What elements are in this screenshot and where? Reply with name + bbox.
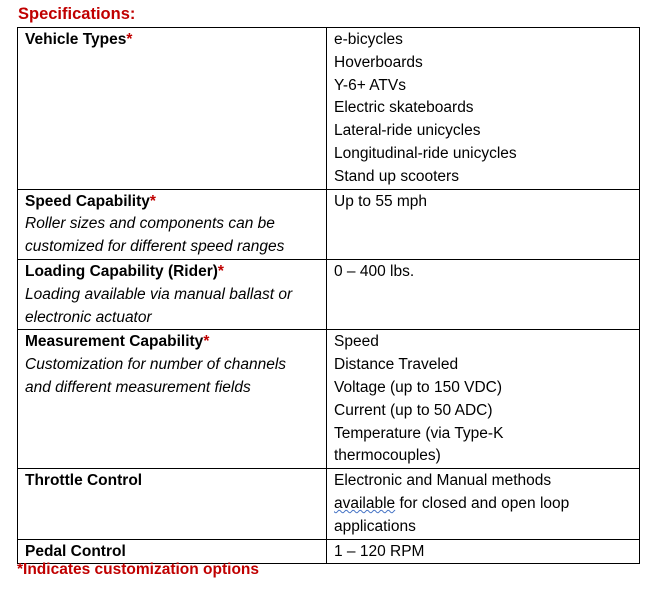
row-label: Vehicle Types xyxy=(25,31,127,48)
footnote: *Indicates customization options xyxy=(17,561,259,578)
row-label: Measurement Capability xyxy=(25,333,204,351)
row-value-cell xyxy=(327,539,640,564)
required-star: * xyxy=(203,333,210,351)
value-line: e-bicycles xyxy=(334,31,403,48)
required-star: * xyxy=(126,31,133,48)
row-description: customized for different speed ranges xyxy=(25,238,285,256)
row-description: Roller sizes and components can be xyxy=(25,215,275,233)
specifications-table xyxy=(17,27,640,564)
value-line: applications xyxy=(334,517,416,535)
underlined-word: available xyxy=(334,494,396,512)
row-label-cell xyxy=(18,259,327,329)
row-label-cell xyxy=(18,28,327,190)
value-line: thermocouples) xyxy=(334,447,441,465)
value-line: Electric skateboards xyxy=(334,99,474,117)
row-label: Pedal Control xyxy=(25,542,126,560)
value-line: Lateral-ride unicycles xyxy=(334,122,481,140)
table-row xyxy=(18,189,640,259)
section-title: Specifications: xyxy=(18,5,136,23)
value-line: Distance Traveled xyxy=(334,356,459,374)
row-value-cell xyxy=(327,28,640,190)
row-label-cell xyxy=(18,189,327,259)
row-label-cell xyxy=(18,330,327,469)
value-line: Longitudinal-ride unicycles xyxy=(334,144,517,162)
row-label: Throttle Control xyxy=(25,472,143,490)
row-description: electronic actuator xyxy=(25,308,152,326)
value-line: Voltage (up to 150 VDC) xyxy=(334,378,503,396)
table-row xyxy=(18,469,640,539)
value-line: Electronic and Manual methods xyxy=(334,472,552,490)
value-line: Temperature (via Type-K xyxy=(334,424,504,442)
row-label-cell xyxy=(18,469,327,539)
table-row xyxy=(18,259,640,329)
row-description: Customization for number of channels xyxy=(25,356,287,374)
value-line: Speed xyxy=(334,333,379,351)
row-label: Loading Capability (Rider) xyxy=(25,262,218,280)
table-row xyxy=(18,330,640,469)
value-line: Stand up scooters xyxy=(334,167,459,185)
row-value-cell xyxy=(327,469,640,539)
row-value-cell xyxy=(327,189,640,259)
value-line: Y-6+ ATVs xyxy=(334,76,406,94)
row-description: Loading available via manual ballast or xyxy=(25,285,293,303)
row-value-cell xyxy=(327,330,640,469)
required-star: * xyxy=(217,262,224,280)
value-line: 1 – 120 RPM xyxy=(334,542,425,560)
value-line: Up to 55 mph xyxy=(334,192,428,210)
table-row xyxy=(18,28,640,190)
row-value-cell xyxy=(327,259,640,329)
value-fragment: for closed and open loop xyxy=(395,494,570,512)
value-line: 0 – 400 lbs. xyxy=(334,262,415,280)
value-line xyxy=(334,493,633,516)
value-line: Current (up to 50 ADC) xyxy=(334,401,493,419)
row-description: and different measurement fields xyxy=(25,378,251,396)
value-line: Hoverboards xyxy=(334,53,423,71)
row-label: Speed Capability xyxy=(25,192,150,210)
required-star: * xyxy=(149,192,156,210)
